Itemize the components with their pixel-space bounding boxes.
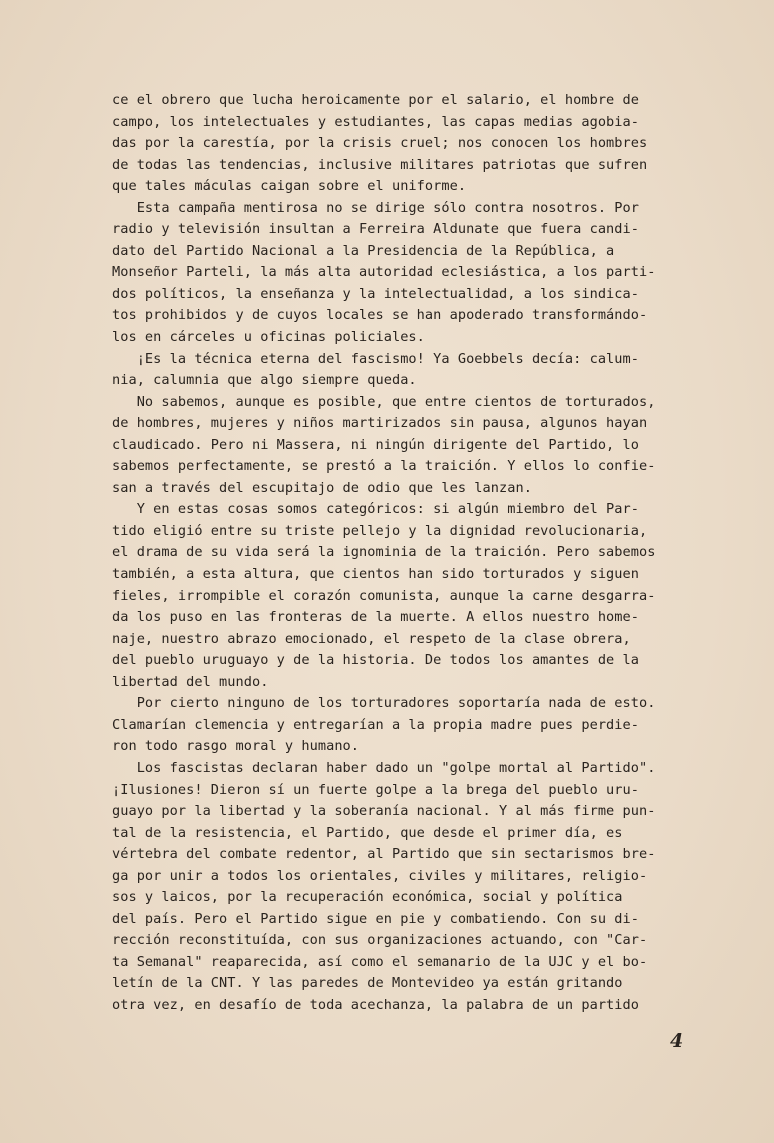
text-line: libertad del mundo. (112, 673, 269, 690)
text-line: ta Semanal" reaparecida, así como el semanario de la UJC y el bo- (112, 953, 648, 970)
text-line: del país. Pero el Partido sigue en pie y combatiendo. Con su di- (112, 910, 639, 927)
text-line: ¡Ilusiones! Dieron sí un fuerte golpe a la brega del pueblo uru- (112, 781, 639, 798)
text-line: Esta campaña mentirosa no se dirige sólo contra nosotros. Por (112, 199, 639, 216)
text-line: letín de la CNT. Y las paredes de Montevideo ya están gritando (112, 975, 623, 992)
text-line: dato del Partido Nacional a la Presidencia de la República, a (112, 242, 615, 259)
text-line: otra vez, en desafío de toda acechanza, la palabra de un partido (112, 996, 639, 1013)
text-line: dos políticos, la enseñanza y la intelectualidad, a los sindica- (112, 285, 639, 302)
text-line: nia, calumnia que algo siempre queda. (112, 372, 417, 389)
text-line: fieles, irrompible el corazón comunista, aunque la carne desgarra- (112, 587, 656, 604)
text-line: de todas las tendencias, inclusive militares patriotas que sufren (112, 156, 648, 173)
text-line: sos y laicos, por la recuperación económica, social y política (112, 889, 623, 906)
text-line: claudicado. Pero ni Massera, ni ningún dirigente del Partido, lo (112, 436, 639, 453)
text-line: sabemos perfectamente, se prestó a la traición. Y ellos lo confie- (112, 458, 656, 475)
text-line: san a través del escupitajo de odio que les lanzan. (112, 479, 532, 496)
text-line: también, a esta altura, que cientos han sido torturados y siguen (112, 566, 639, 583)
text-line: campo, los intelectuales y estudiantes, las capas medias agobia- (112, 113, 639, 130)
text-line: ¡Es la técnica eterna del fascismo! Ya Goebbels decía: calum- (112, 350, 639, 367)
text-line: del pueblo uruguayo y de la historia. De todos los amantes de la (112, 652, 639, 669)
text-line: Monseñor Parteli, la más alta autoridad eclesiástica, a los parti- (112, 264, 656, 281)
text-line: Los fascistas declaran haber dado un "golpe mortal al Partido". (112, 759, 656, 776)
page-number: 4 (670, 1030, 684, 1052)
text-line: que tales máculas caigan sobre el uniforme. (112, 178, 467, 195)
text-line: el drama de su vida será la ignominia de la traición. Pero sabemos (112, 544, 656, 561)
text-line: radio y televisión insultan a Ferreira Aldunate que fuera candi- (112, 221, 639, 238)
text-line: tal de la resistencia, el Partido, que desde el primer día, es (112, 824, 623, 841)
text-line: ga por unir a todos los orientales, civiles y militares, religio- (112, 867, 648, 884)
text-line: da los puso en las fronteras de la muerte. A ellos nuestro home- (112, 609, 639, 626)
text-line: los en cárceles u oficinas policiales. (112, 329, 425, 346)
text-line: tos prohibidos y de cuyos locales se han apoderado transformándo- (112, 307, 648, 324)
text-line: rección reconstituída, con sus organizaciones actuando, con "Car- (112, 932, 648, 949)
text-line: ron todo rasgo moral y humano. (112, 738, 360, 755)
text-line: ce el obrero que lucha heroicamente por el salario, el hombre de (112, 92, 639, 108)
text-line: de hombres, mujeres y niños martirizados sin pausa, algunos hayan (112, 415, 648, 432)
body-text (112, 90, 702, 1017)
text-line: guayo por la libertad y la soberanía nacional. Y al más firme pun- (112, 803, 656, 820)
text-line: Por cierto ninguno de los torturadores soportaría nada de esto. (112, 695, 656, 712)
text-line: tido eligió entre su triste pellejo y la dignidad revolucionaria, (112, 522, 648, 539)
text-line: vértebra del combate redentor, al Partido que sin sectarismos bre- (112, 846, 656, 863)
text-line: naje, nuestro abrazo emocionado, el respeto de la clase obrera, (112, 630, 631, 647)
text-line: das por la carestía, por la crisis cruel; nos conocen los hombres (112, 135, 648, 152)
text-line: No sabemos, aunque es posible, que entre cientos de torturados, (112, 393, 656, 410)
text-line: Clamarían clemencia y entregarían a la propia madre pues perdie- (112, 716, 639, 733)
text-line: Y en estas cosas somos categóricos: si algún miembro del Par- (112, 501, 639, 518)
